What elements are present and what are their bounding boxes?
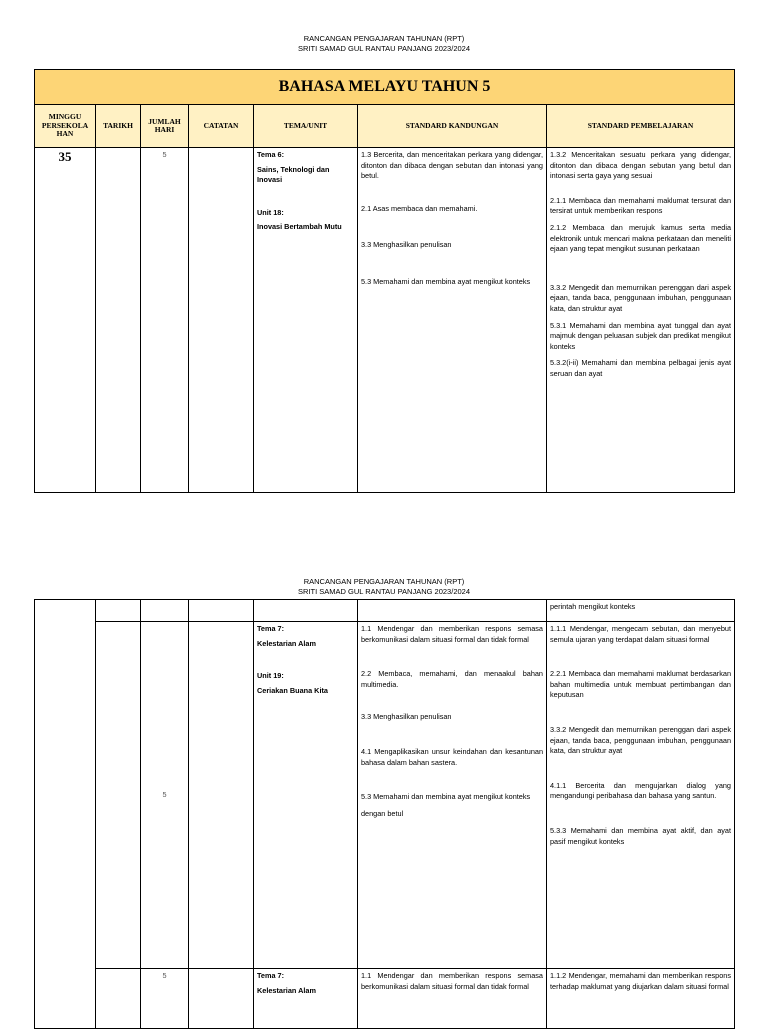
standard-kandungan-cell (358, 969, 547, 1029)
sp-item: 2.1.2 Membaca dan merujuk kamus serta media elektronik untuk mencari makna perkataan dan meneliti ejaan yang tepat mengikut susunan perkataan (550, 222, 732, 254)
week-cell (35, 600, 96, 1029)
page1-rpt-table (34, 69, 735, 493)
sp-item: 1.1.1 Mendengar, mengecam sebutan, dan menyebut semula ujaran yang terdapat dalam situasi formal (550, 624, 731, 644)
sk-item: 5.3 Memahami dan membina ayat mengikut konteks (361, 792, 531, 802)
sk-item: dengan betul (361, 808, 404, 818)
col-standard-kandungan: STANDARD KANDUNGAN (358, 105, 547, 148)
table-row (35, 148, 735, 493)
unit-label: Unit 19: (257, 671, 284, 681)
col-minggu: MINGGU PERSEKOLA HAN (35, 105, 96, 148)
days-cell (141, 600, 189, 622)
days-count: 5 (141, 622, 189, 969)
sp-item: 5.3.2(i-ii) Memahami dan membina pelbagai jenis ayat seruan dan ayat (550, 358, 732, 378)
days-count: 5 (141, 148, 189, 493)
tema-cell (254, 148, 358, 493)
sk-item: 2.1 Asas membaca dan memahami. (361, 203, 478, 213)
sk-item: 1.1 Mendengar dan memberikan respons semasa berkomunikasi dalam situasi formal dan tidak formal (361, 624, 543, 644)
sk-item: 5.3 Memahami dan membina ayat mengikut konteks (361, 276, 531, 286)
tema-label: Tema 6: (257, 150, 285, 159)
sp-item: 2.1.1 Membaca dan memahami maklumat tersurat dan tersirat untuk memberikan respons (550, 195, 732, 216)
tema-cell (254, 622, 358, 969)
catatan-cell (189, 969, 254, 1029)
table-row (35, 969, 735, 1029)
sk-item: 1.1 Mendengar dan memberikan respons semasa berkomunikasi dalam situasi formal dan tidak formal (361, 971, 543, 991)
catatan-cell (189, 600, 254, 622)
tema-name: Kelestarian Alam (257, 638, 316, 648)
tema-name: Sains, Teknologi dan Inovasi (257, 164, 330, 185)
table-row-continued (35, 600, 735, 622)
unit-label: Unit 18: (257, 207, 284, 217)
sk-item: 2.2 Membaca, memahami, dan menaakul bahan multimedia. (361, 669, 543, 689)
page2-header (0, 577, 768, 597)
unit-name: Ceriakan Buana Kita (257, 685, 328, 695)
table-row (35, 622, 735, 969)
sk-item: 1.3 Bercerita, dan menceritakan perkara yang didengar, ditonton dan dibaca dengan sebutan dan intonasi yang betul. (361, 150, 543, 181)
standard-kandungan-cell (358, 622, 547, 969)
tarikh-cell (96, 600, 141, 622)
tarikh-cell (96, 148, 141, 493)
tema-label: Tema 7: (257, 624, 285, 633)
page1-header (0, 34, 768, 54)
catatan-cell (189, 622, 254, 969)
sk-item: 3.3 Menghasilkan penulisan (361, 712, 452, 722)
subject-title: BAHASA MELAYU TAHUN 5 (35, 70, 735, 105)
page1-header-line1: RANCANGAN PENGAJARAN TAHUNAN (RPT) (303, 34, 465, 43)
tema-cell (254, 600, 358, 622)
standard-kandungan-cell (358, 148, 547, 493)
tema-cell (254, 969, 358, 1029)
sp-item: 1.1.2 Mendengar, memahami dan memberikan respons terhadap maklumat yang diujarkan dalam situasi formal (550, 971, 731, 991)
standard-pembelajaran-cell (547, 969, 735, 1029)
page2-rpt-table (34, 599, 735, 1029)
sp-item: 5.3.3 Memahami dan membina ayat aktif, dan ayat pasif mengikut konteks (550, 825, 731, 846)
unit-name: Inovasi Bertambah Mutu (257, 222, 342, 232)
standard-pembelajaran-cell (547, 622, 735, 969)
standard-pembelajaran-cell (547, 148, 735, 493)
sp-item: 3.3.2 Mengedit dan memurnikan perenggan dari aspek ejaan, tanda baca, penggunaan imbuhan, penggunaan kata, dan struktur ayat (550, 724, 731, 756)
tarikh-cell (96, 969, 141, 1029)
page1-header-line2: SRITI SAMAD GUL RANTAU PANJANG 2023/2024 (298, 44, 470, 53)
page2-header-line1: RANCANGAN PENGAJARAN TAHUNAN (RPT) (303, 577, 465, 586)
page2-header-line2: SRITI SAMAD GUL RANTAU PANJANG 2023/2024 (298, 587, 470, 596)
days-count: 5 (141, 969, 189, 1029)
tema-name: Kelestarian Alam (257, 985, 316, 995)
sk-item: 4.1 Mengaplikasikan unsur keindahan dan kesantunan bahasa dalam bahan sastera. (361, 746, 543, 767)
sp-item: 1.3.2 Menceritakan sesuatu perkara yang didengar, ditonton dan dibaca dengan sebutan yang betul dan intonasi serta gaya yang sesuai (550, 150, 732, 181)
sk-item: 3.3 Menghasilkan penulisan (361, 240, 452, 250)
tarikh-cell (96, 622, 141, 969)
col-jumlah-hari: JUMLAH HARI (141, 105, 189, 148)
col-tarikh: TARIKH (96, 105, 141, 148)
tema-label: Tema 7: (257, 971, 285, 980)
col-catatan: CATATAN (189, 105, 254, 148)
sp-continued: perintah mengikut konteks (547, 600, 735, 622)
col-standard-pembelajaran: STANDARD PEMBELAJARAN (547, 105, 735, 148)
sp-item: 2.2.1 Membaca dan memahami maklumat berdasarkan bahan multimedia untuk membuat pertimbangan dan keputusan (550, 669, 731, 700)
week-number: 35 (35, 148, 96, 493)
col-tema-unit: TEMA/UNIT (254, 105, 358, 148)
sp-item: 4.1.1 Bercerita dan mengujarkan dialog yang mengandungi peribahasa dan bahasa yang santun. (550, 780, 731, 801)
sk-cell (358, 600, 547, 622)
sp-item: 3.3.2 Mengedit dan memurnikan perenggan dari aspek ejaan, tanda baca, penggunaan imbuhan, penggunaan kata, dan struktur ayat (550, 282, 732, 313)
sp-item: 5.3.1 Memahami dan membina ayat tunggal dan ayat majmuk dengan peluasan subjek dan predikat mengikut konteks (550, 320, 732, 351)
catatan-cell (189, 148, 254, 493)
